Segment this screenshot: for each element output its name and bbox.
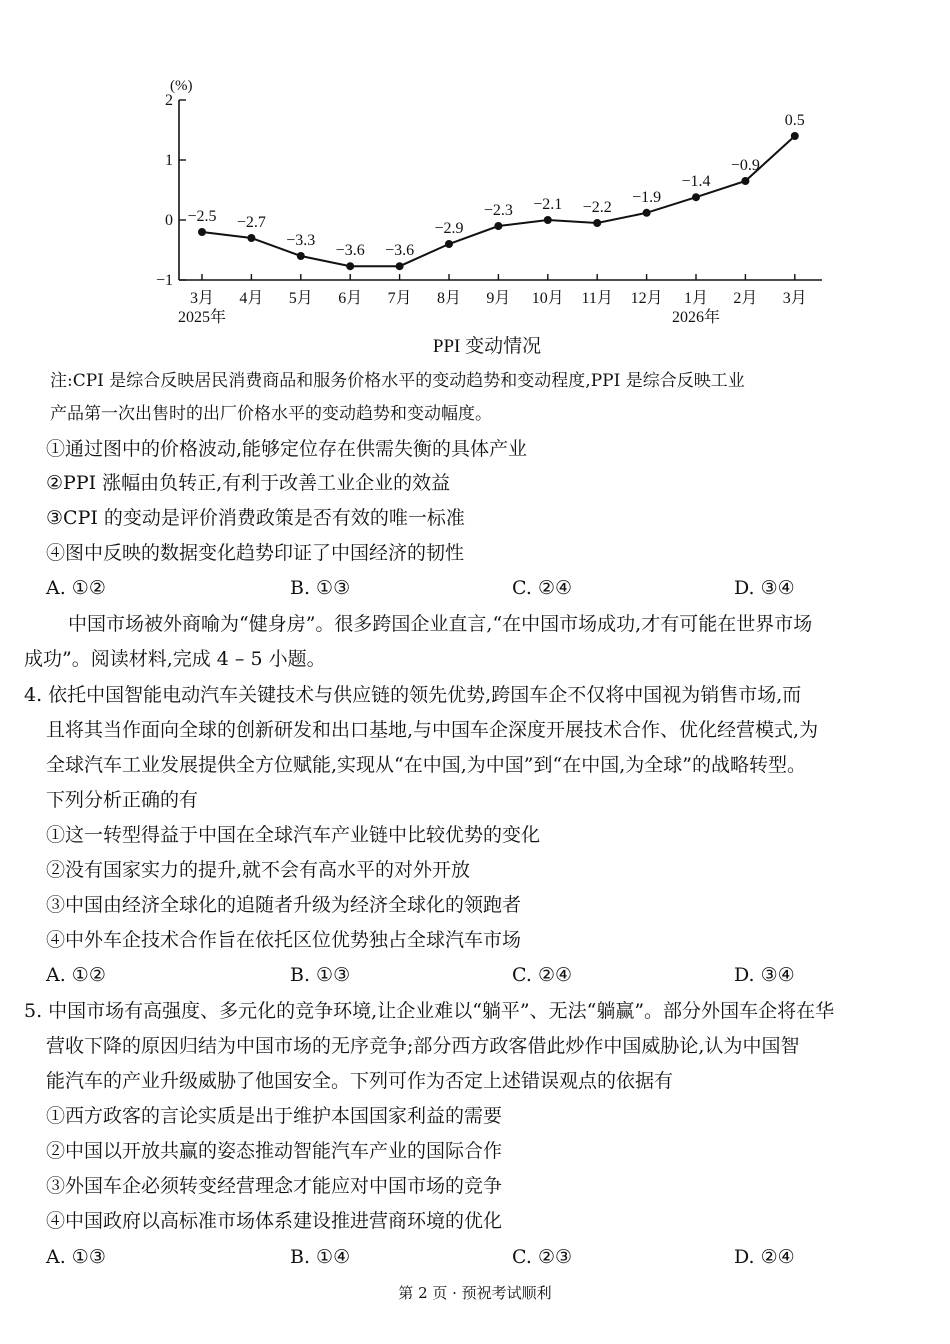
q4-stem-line-3: 全球汽车工业发展提供全方位赋能,实现从“在中国,为中国”到“在中国,为全球”的战略转型。 bbox=[46, 754, 806, 776]
data-point bbox=[692, 193, 700, 201]
x-tick-label: 2月 bbox=[733, 290, 758, 307]
data-label: −2.7 bbox=[236, 214, 266, 231]
q5-item-3: ③外国车企必须转变经营理念才能应对中国市场的竞争 bbox=[46, 1175, 503, 1197]
y-tick-label: −1 bbox=[155, 272, 173, 289]
data-label: −2.3 bbox=[483, 202, 513, 219]
data-point bbox=[396, 262, 404, 270]
q5-item-2: ②中国以开放共赢的姿态推动智能汽车产业的国际合作 bbox=[46, 1140, 503, 1162]
data-point bbox=[346, 262, 354, 270]
q4-item-3: ③中国由经济全球化的追随者升级为经济全球化的领跑者 bbox=[46, 894, 522, 916]
data-label: −1.4 bbox=[681, 173, 711, 191]
data-point bbox=[544, 216, 552, 224]
q5-stem-line-1: 5. 中国市场有高强度、多元化的竞争环境,让企业难以“躺平”、无法“躺赢”。部分外国车企将在华 bbox=[24, 1000, 835, 1022]
data-label: −2.9 bbox=[434, 220, 464, 237]
q3-option-a[interactable]: A. ①② bbox=[46, 577, 106, 599]
q4-stem-line-2: 且将其当作面向全球的创新研发和出口基地,与中国车企深度开展技术合作、优化经营模式,为 bbox=[46, 719, 819, 741]
data-point bbox=[494, 222, 502, 230]
data-label: 0.5 bbox=[784, 112, 805, 129]
q5-option-d[interactable]: D. ②④ bbox=[734, 1246, 795, 1268]
x-tick-label: 3月 bbox=[189, 290, 215, 307]
ppi-chart bbox=[140, 60, 840, 360]
data-label: −2.2 bbox=[582, 199, 612, 216]
passage-line-1: 中国市场被外商喻为“健身房”。很多跨国企业直言,“在中国市场成功,才有可能在世界市场 bbox=[68, 613, 813, 635]
data-label: −1.9 bbox=[632, 188, 662, 206]
data-point bbox=[593, 219, 601, 227]
q3-item-2: ②PPI 涨幅由负转正,有利于改善工业企业的效益 bbox=[46, 472, 451, 494]
data-label: −0.9 bbox=[730, 157, 760, 174]
x-tick-label: 12月 bbox=[630, 290, 663, 307]
x-tick-label: 7月 bbox=[387, 290, 412, 307]
y-unit-label: (%) bbox=[170, 78, 193, 94]
q4-option-d[interactable]: D. ③④ bbox=[734, 964, 795, 986]
q4-item-4: ④中外车企技术合作旨在依托区位优势独占全球汽车市场 bbox=[46, 929, 522, 951]
q4-stem-line-1: 4. 依托中国智能电动汽车关键技术与供应链的领先优势,跨国车企不仅将中国视为销售市场,而 bbox=[24, 684, 802, 706]
q5-options bbox=[46, 1243, 926, 1271]
x-tick-label: 11月 bbox=[581, 290, 613, 307]
x-tick-label: 3月 bbox=[782, 290, 807, 307]
q3-item-3: ③CPI 的变动是评价消费政策是否有效的唯一标准 bbox=[46, 507, 465, 529]
x-tick-label: 5月 bbox=[288, 290, 313, 307]
y-tick-label: 2 bbox=[165, 92, 173, 109]
q5-option-c[interactable]: C. ②③ bbox=[512, 1246, 573, 1268]
data-point bbox=[297, 252, 305, 260]
q5-item-1: ①西方政客的言论实质是出于维护本国国家利益的需要 bbox=[46, 1105, 503, 1127]
year-label-2025: 2025年 bbox=[177, 309, 227, 326]
q3-item-4: ④图中反映的数据变化趋势印证了中国经济的韧性 bbox=[46, 542, 465, 564]
x-tick-label: 6月 bbox=[338, 290, 363, 307]
q4-option-a[interactable]: A. ①② bbox=[46, 964, 106, 986]
q5-option-b[interactable]: B. ①④ bbox=[290, 1246, 351, 1268]
q4-option-b[interactable]: B. ①③ bbox=[290, 964, 351, 986]
page-footer: 第 2 页 · 预祝考试顺利 bbox=[398, 1284, 552, 1302]
note-line-1: 注:CPI 是综合反映居民消费商品和服务价格水平的变动趋势和变动程度,PPI 是综合反映工业 bbox=[50, 371, 745, 391]
q3-option-c[interactable]: C. ②④ bbox=[512, 577, 573, 599]
year-label-2026: 2026年 bbox=[671, 309, 721, 326]
y-tick-label: 0 bbox=[165, 212, 173, 229]
data-point bbox=[741, 177, 749, 185]
data-point bbox=[791, 132, 799, 140]
data-label: −2.5 bbox=[187, 208, 217, 225]
note-line-2: 产品第一次出售时的出厂价格水平的变动趋势和变动幅度。 bbox=[50, 404, 492, 424]
q3-option-b[interactable]: B. ①③ bbox=[290, 577, 351, 599]
q4-item-2: ②没有国家实力的提升,就不会有高水平的对外开放 bbox=[46, 859, 471, 881]
data-point bbox=[445, 240, 453, 248]
x-tick-label: 10月 bbox=[531, 290, 564, 307]
q4-stem-line-4: 下列分析正确的有 bbox=[46, 789, 199, 811]
q3-item-1: ①通过图中的价格波动,能够定位存在供需失衡的具体产业 bbox=[46, 438, 528, 460]
x-tick-label: 4月 bbox=[239, 290, 264, 307]
q4-options bbox=[46, 961, 926, 989]
data-point bbox=[643, 209, 651, 217]
q5-stem-line-2: 营收下降的原因归结为中国市场的无序竞争;部分西方政客借此炒作中国威胁论,认为中国智 bbox=[46, 1035, 800, 1057]
data-label: −3.6 bbox=[335, 242, 365, 260]
q5-stem-line-3: 能汽车的产业升级威胁了他国安全。下列可作为否定上述错误观点的依据有 bbox=[46, 1070, 674, 1092]
q3-options bbox=[46, 574, 926, 602]
data-label: −3.6 bbox=[385, 242, 415, 260]
q4-option-c[interactable]: C. ②④ bbox=[512, 964, 573, 986]
q4-item-1: ①这一转型得益于中国在全球汽车产业链中比较优势的变化 bbox=[46, 824, 541, 846]
data-point bbox=[198, 228, 206, 236]
data-label: −2.1 bbox=[533, 196, 563, 213]
x-tick-label: 8月 bbox=[436, 290, 462, 307]
q5-option-a[interactable]: A. ①③ bbox=[46, 1246, 106, 1268]
data-point bbox=[247, 234, 255, 242]
chart-title: PPI 变动情况 bbox=[432, 336, 542, 357]
y-tick-label: 1 bbox=[165, 152, 173, 169]
passage-line-2: 成功”。阅读材料,完成 4 – 5 小题。 bbox=[24, 648, 326, 670]
data-label: −3.3 bbox=[286, 232, 316, 249]
x-tick-label: 9月 bbox=[486, 290, 511, 307]
x-tick-label: 1月 bbox=[683, 290, 709, 307]
q5-item-4: ④中国政府以高标准市场体系建设推进营商环境的优化 bbox=[46, 1210, 503, 1232]
q3-option-d[interactable]: D. ③④ bbox=[734, 577, 795, 599]
